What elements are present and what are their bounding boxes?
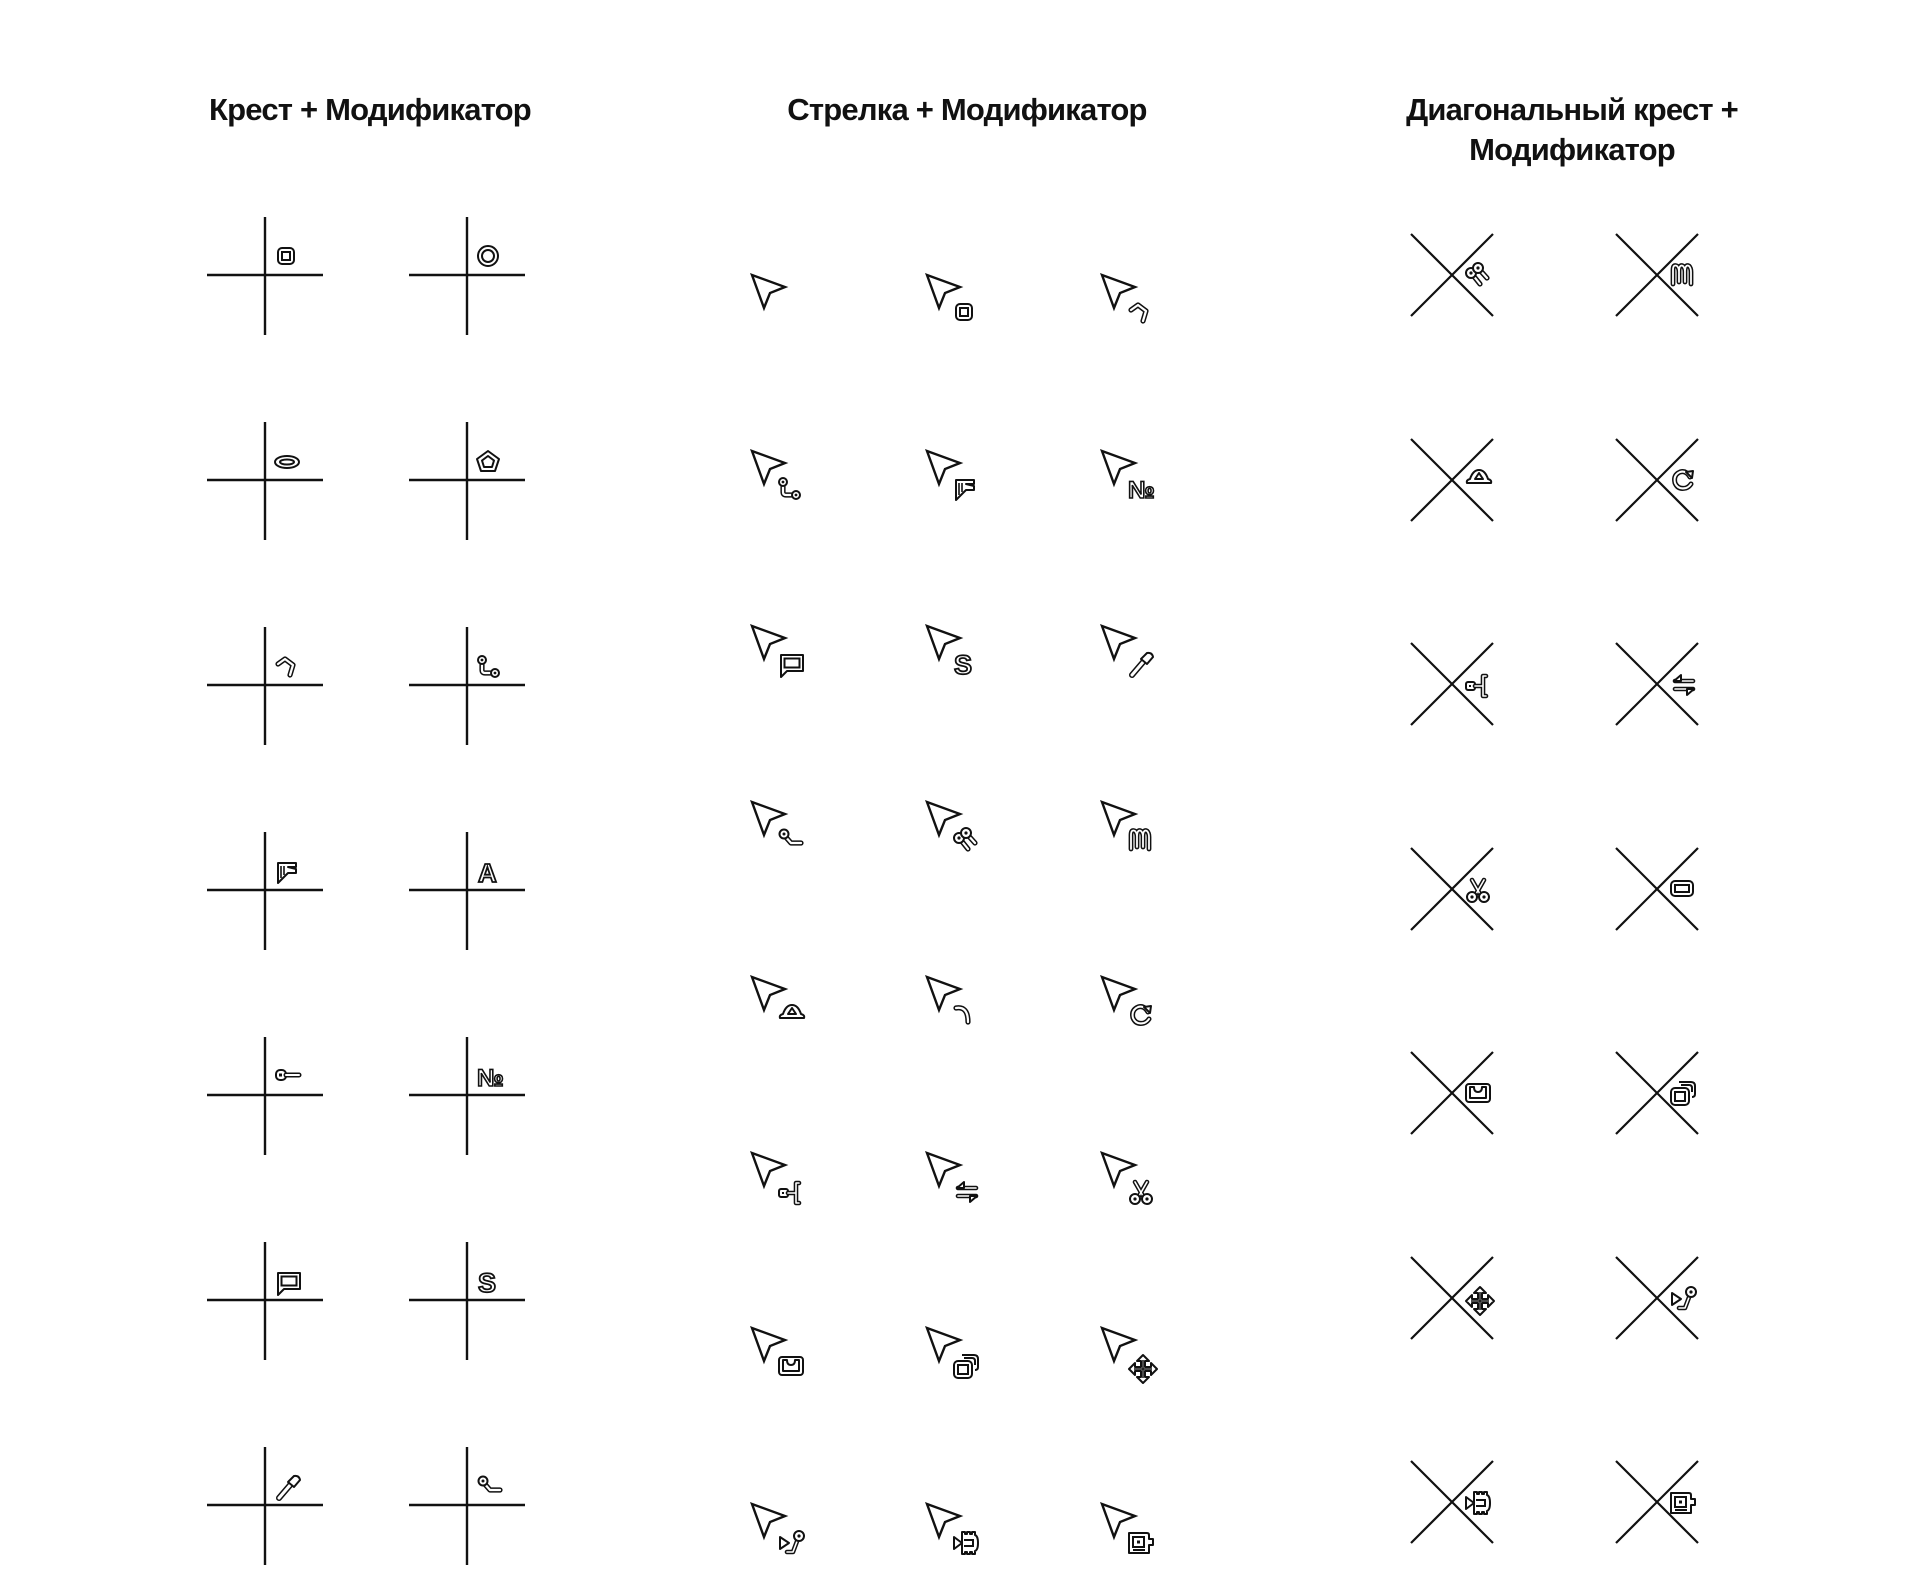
node-curve-icon <box>780 829 802 843</box>
pentagon-icon <box>477 451 499 471</box>
ellipse-icon <box>275 456 299 468</box>
arrow-cursor-swap <box>925 1151 995 1221</box>
diagonal-cursor-rectangle <box>1612 844 1702 934</box>
arrow-cursor-move <box>1100 1326 1170 1396</box>
arrow-cursor-numero <box>1100 449 1170 519</box>
dome-icon <box>780 1005 804 1018</box>
arrow-cursor-keys <box>925 800 995 870</box>
play-chip-icon <box>1466 1492 1490 1514</box>
arrow-cursor-node-curve <box>750 800 820 870</box>
key-icon <box>276 1070 299 1080</box>
crosshair-cursor-key <box>205 1037 325 1157</box>
diagonal-cursor-dome <box>1407 435 1497 525</box>
crosshair-cursor-circle <box>407 217 527 337</box>
rotate-icon <box>1675 471 1693 488</box>
arrow-cursor-pipette <box>1100 624 1170 694</box>
arrow-cursor-path <box>750 449 820 519</box>
svg-text:№: № <box>477 1065 504 1092</box>
component-icon <box>1671 1493 1695 1513</box>
arrow-cursor-play-chip <box>925 1502 995 1572</box>
crosshair-cursor-path <box>407 627 527 747</box>
arrow-cursor-curve <box>925 975 995 1045</box>
branch-icon <box>779 1183 799 1203</box>
circle-icon <box>478 246 498 266</box>
arrow-cursor-inbox <box>750 1326 820 1396</box>
scissors-icon <box>1467 880 1489 902</box>
arrow-cursor-none <box>750 273 820 343</box>
inbox-icon <box>1466 1084 1490 1102</box>
squiggle-icon <box>1131 830 1149 849</box>
diagonal-cursor-move <box>1407 1253 1497 1343</box>
numero-icon <box>477 1065 504 1092</box>
rotate-icon <box>1133 1006 1151 1023</box>
crosshair-cursor-node-curve <box>407 1447 527 1567</box>
arrow-cursor-s-letter <box>925 624 995 694</box>
scissors-icon <box>1130 1182 1152 1204</box>
duplicate-icon <box>1671 1082 1695 1105</box>
comment-icon <box>278 1273 300 1295</box>
swap-icon <box>957 1182 977 1202</box>
swap-icon <box>1674 675 1694 695</box>
move-icon <box>1466 1287 1494 1315</box>
crosshair-cursor-pentagon <box>407 422 527 542</box>
crosshair-cursor-text-a <box>407 832 527 952</box>
arrow-cursor-arc <box>1100 273 1170 343</box>
flag-icon <box>956 480 974 500</box>
diagonal-cursor-squiggle <box>1612 230 1702 320</box>
arrow-cursor-rotate <box>1100 975 1170 1045</box>
numero-icon <box>1128 477 1155 504</box>
arrow-cursor-scissors <box>1100 1151 1170 1221</box>
move-icon <box>1129 1355 1157 1383</box>
rectangle-icon <box>1671 881 1693 896</box>
arrow-cursor-comment <box>750 624 820 694</box>
crosshair-cursor-arc <box>205 627 325 747</box>
arrow-cursor-squiggle <box>1100 800 1170 870</box>
diagonal-cursor-duplicate <box>1612 1048 1702 1138</box>
comment-icon <box>781 655 803 677</box>
path-icon <box>478 656 499 677</box>
square-icon <box>956 304 972 320</box>
crosshair-cursor-ellipse <box>205 422 325 542</box>
section-title-diagonal-line2: Модификатор <box>1469 132 1675 167</box>
diagonal-cursor-keys <box>1407 230 1497 320</box>
keys-icon <box>1466 263 1487 284</box>
path-icon <box>779 478 800 499</box>
arc-icon <box>1131 305 1146 321</box>
arrow-cursor-flag <box>925 449 995 519</box>
section-title-arrow: Стрелка + Модификатор <box>787 92 1147 127</box>
arrow-cursor-component <box>1100 1502 1170 1572</box>
curve-icon <box>956 1008 968 1022</box>
section-title-diagonal <box>1322 90 1822 170</box>
crosshair-cursor-numero <box>407 1037 527 1157</box>
square-icon <box>278 248 294 264</box>
section-title-diagonal-line1: Диагональный крест + <box>1406 92 1738 127</box>
text-a-icon <box>478 858 497 888</box>
s-letter-icon <box>478 1268 496 1298</box>
section-title-crosshair: Крест + Модификатор <box>209 92 531 127</box>
squiggle-icon <box>1673 266 1691 285</box>
crosshair-cursor-s-letter <box>407 1242 527 1362</box>
diagonal-cursor-swap <box>1612 639 1702 729</box>
diagonal-cursor-scissors <box>1407 844 1497 934</box>
dome-icon <box>1467 470 1491 483</box>
svg-text:S: S <box>954 650 973 680</box>
s-letter-icon <box>954 650 972 680</box>
pipette-icon <box>1132 653 1153 675</box>
crosshair-cursor-comment <box>205 1242 325 1362</box>
branch-icon <box>1466 676 1486 696</box>
arc-icon <box>278 659 293 675</box>
crosshair-cursor-pipette <box>205 1447 325 1567</box>
arrow-cursor-dome <box>750 975 820 1045</box>
play-path-icon <box>1672 1287 1696 1308</box>
arrow-cursor-play-path <box>750 1502 820 1572</box>
diagonal-cursor-branch <box>1407 639 1497 729</box>
svg-text:№: № <box>1128 476 1155 504</box>
play-path-icon <box>780 1531 804 1552</box>
pipette-icon <box>279 1476 300 1498</box>
keys-icon <box>954 828 975 849</box>
diagonal-cursor-play-chip <box>1407 1457 1497 1547</box>
flag-icon <box>278 863 296 883</box>
crosshair-cursor-flag <box>205 832 325 952</box>
arrow-cursor-square <box>925 273 995 343</box>
component-icon <box>1129 1533 1153 1553</box>
arrow-cursor-duplicate <box>925 1326 995 1396</box>
diagonal-cursor-play-path <box>1612 1253 1702 1343</box>
svg-text:S: S <box>478 1268 497 1298</box>
inbox-icon <box>779 1357 803 1375</box>
crosshair-cursor-square <box>205 217 325 337</box>
diagonal-cursor-rotate <box>1612 435 1702 525</box>
diagonal-cursor-component <box>1612 1457 1702 1547</box>
arrow-cursor-branch <box>750 1151 820 1221</box>
svg-text:A: A <box>478 858 497 888</box>
play-chip-icon <box>954 1532 978 1554</box>
diagonal-cursor-inbox <box>1407 1048 1497 1138</box>
node-curve-icon <box>479 1477 501 1491</box>
duplicate-icon <box>954 1355 978 1378</box>
